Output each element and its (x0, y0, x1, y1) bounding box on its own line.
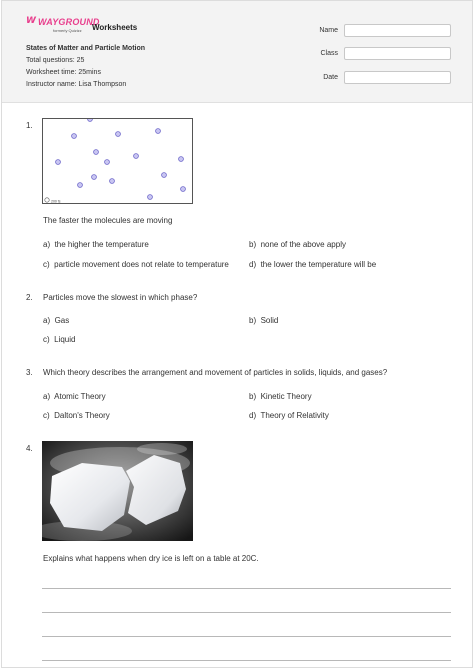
option-letter: c) (43, 335, 50, 344)
particle (156, 129, 161, 134)
option-letter: c) (43, 411, 50, 420)
question-1-number: 1. (26, 121, 33, 130)
particle (105, 160, 110, 165)
date-field[interactable] (344, 71, 451, 84)
option-text: Dalton's Theory (54, 411, 110, 420)
option-text: Kinetic Theory (260, 392, 312, 401)
q2-option-b[interactable] (249, 316, 278, 325)
option-text: Atomic Theory (54, 392, 106, 401)
particle (116, 132, 121, 137)
answer-line[interactable] (42, 612, 451, 613)
question-3-number: 3. (26, 368, 33, 377)
option-letter: d) (249, 260, 257, 269)
dry-ice-photo (42, 441, 193, 541)
instructor-name: Instructor name: Lisa Thompson (26, 81, 127, 88)
option-text: particle movement does not relate to temperature (54, 260, 229, 269)
option-text: Theory of Relativity (260, 411, 329, 420)
name-field[interactable] (344, 24, 451, 37)
q2-option-c[interactable] (43, 335, 75, 344)
question-1-text: The faster the molecules are moving (43, 216, 173, 225)
option-letter: a) (43, 240, 51, 249)
logo-subtext: formerly Quizizz (53, 28, 82, 33)
particle (134, 154, 139, 159)
logo-text: WAYGROUND (38, 17, 100, 27)
option-text: the higher the temperature (54, 240, 149, 249)
question-2-text: Particles move the slowest in which phase? (43, 293, 198, 302)
q1-option-c[interactable] (43, 260, 229, 269)
question-4-text: Explains what happens when dry ice is left on a table at 20C. (43, 554, 259, 563)
option-letter: b) (249, 316, 257, 325)
option-text: none of the above apply (260, 240, 346, 249)
option-text: the lower the temperature will be (260, 260, 377, 269)
dry-ice-image (42, 441, 193, 541)
particle (179, 157, 184, 162)
option-text: Gas (54, 316, 70, 325)
option-letter: b) (249, 392, 257, 401)
particle (110, 179, 115, 184)
logo-mark-icon: W (26, 16, 36, 26)
particle (88, 119, 93, 121)
clock-icon (45, 198, 49, 202)
option-letter: c) (43, 260, 50, 269)
worksheet-time: Worksheet time: 25mins (26, 69, 101, 76)
particle (148, 195, 153, 200)
option-letter: d) (249, 411, 257, 420)
question-2-number: 2. (26, 293, 33, 302)
particle (92, 175, 97, 180)
particle (162, 173, 167, 178)
option-text: Liquid (54, 335, 76, 344)
answer-line[interactable] (42, 636, 451, 637)
name-label: Name (319, 27, 338, 34)
particle (181, 187, 186, 192)
particle-diagram (43, 119, 194, 205)
answer-line[interactable] (42, 588, 451, 589)
q1-option-b[interactable] (249, 240, 346, 249)
option-letter: a) (43, 316, 51, 325)
total-questions: Total questions: 25 (26, 57, 85, 64)
q3-option-d[interactable] (249, 411, 329, 420)
worksheet-header (2, 1, 472, 103)
particle (78, 183, 83, 188)
question-3-text: Which theory describes the arrangement and movement of particles in solids, liquids, and gases? (43, 368, 388, 377)
class-label: Class (320, 50, 338, 57)
worksheets-label: Worksheets (92, 23, 138, 32)
wayground-logo (26, 16, 100, 36)
particle-simulation-image (42, 118, 193, 204)
q1-option-d[interactable] (249, 260, 376, 269)
q2-option-a[interactable] (43, 316, 69, 325)
date-label: Date (323, 74, 338, 81)
q3-option-b[interactable] (249, 392, 312, 401)
answer-line[interactable] (42, 660, 451, 661)
q3-option-c[interactable] (43, 411, 110, 420)
particle (56, 160, 61, 165)
class-field[interactable] (344, 47, 451, 60)
particle (72, 134, 77, 139)
q1-option-a[interactable] (43, 240, 149, 249)
option-letter: b) (249, 240, 257, 249)
option-text: Solid (260, 316, 279, 325)
worksheet-title: States of Matter and Particle Motion (26, 45, 146, 52)
particle (94, 150, 99, 155)
option-letter: a) (43, 392, 51, 401)
time-caption: 200 fs (51, 199, 61, 204)
q3-option-a[interactable] (43, 392, 106, 401)
question-4-number: 4. (26, 444, 33, 453)
worksheet-page (1, 0, 473, 668)
